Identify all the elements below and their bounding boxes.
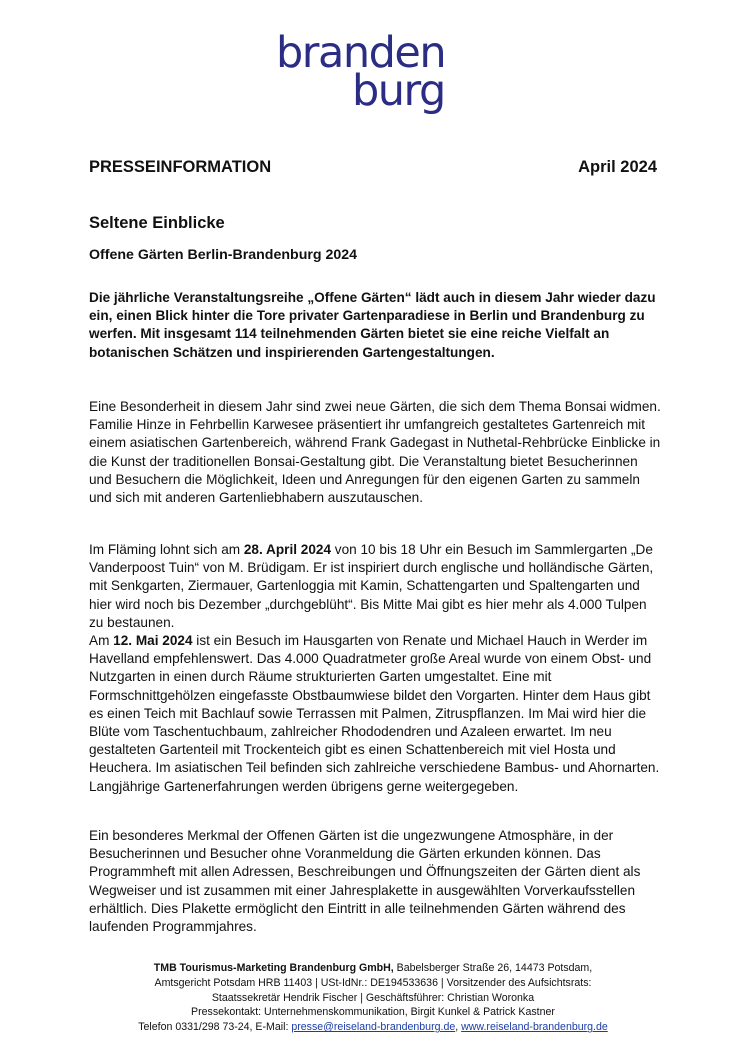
paragraph-text: Im Fläming lohnt sich am: [89, 542, 244, 557]
footer-address: Babelsberger Straße 26, 14473 Potsdam,: [393, 962, 593, 974]
logo-line-2: burg: [352, 66, 445, 116]
body-paragraph-2: [89, 541, 661, 796]
footer-line-1: [80, 961, 666, 976]
press-date: April 2024: [578, 158, 657, 176]
body-paragraph-1: Eine Besonderheit in diesem Jahr sind zwei neue Gärten, die sich dem Thema Bonsai widmen. Familie Hinze in Fehrbellin Karwesee präsentiert ihr umfangreich gestaltetes Gartenreich mit einem asiatischen Gartenbereich, während Frank Gadegast in Nuthetal-Rehbrücke Einblicke in die Kunst der traditionellen Bonsai-Gestaltung gibt. Die Veranstaltung bietet Besucherinnen und Besuchern die Möglichkeit, Ideen und Anregungen für den eigenen Garten zu sammeln und sich mit anderen Gartenliebhabern auszutauschen.: [89, 399, 661, 506]
email-link[interactable]: presse@reiseland-brandenburg.de: [291, 1021, 456, 1034]
paragraph-text: ist ein Besuch im Hausgarten von Renate und Michael Hauch in Werder im Havelland empfehlenswert. Das 4.000 Quadratmeter große Areal wurde von einem Obst- und Nutzgarten in einen durch Räume strukturierten Garten umgestaltet. Eine mit Formschnittgehölzen eingefasste Obstbaumwiese bildet den Vorgarten. Hinter dem Haus gibt es einen Teich mit Bachlauf sowie Terrassen mit Palmen, Zitruspflanzen. Im Mai wird hier die Blüte vom Taschentuchbaum, zahlreicher Rhododendren und Azaleen erwartet. Im neu gestalteten Gartenteil mit Trockenteich gibt es einen Schattenbereich mit viel Hosta und Heuchera. Im asiatischen Teil befinden sich zahlreiche verschiedene Bambus- und Ahornarten. Langjährige Gartenerfahrungen werden übrigens gerne weitergegeben.: [89, 633, 660, 794]
page-title: Seltene Einblicke: [89, 214, 225, 232]
logo-line-1: branden: [276, 28, 446, 78]
paragraph-text: Am: [89, 633, 114, 649]
footer-line-5: [80, 1020, 666, 1035]
website-link[interactable]: www.reiseland-brandenburg.de: [461, 1021, 608, 1034]
document-header: [89, 158, 657, 180]
event-date-2: 12. Mai 2024: [113, 633, 193, 649]
footer-line-4: Pressekontakt: Unternehmenskommunikation, Birgit Kunkel & Patrick Kastner: [191, 1006, 555, 1019]
paragraph-text: von 10 bis 18 Uhr ein Besuch im Sammlergarten „De Vanderpoost Tuin“ von M. Brüdigam. Er ist inspiriert durch englische und holländische Gärten, mit Senkgarten, Ziermauer, Gartenloggia mit Kamin, Schattengarten und Spaltengarten und hier wird noch bis Dezember „durchgeblüht“. Bis Mitte Mai gibt es hier mehr als 4.000 Tulpen zu bestaunen.: [89, 542, 654, 630]
event-date-1: 28. April 2024: [243, 542, 332, 557]
page-subtitle: Offene Gärten Berlin-Brandenburg 2024: [89, 247, 358, 263]
footer-separator: ,: [455, 1021, 462, 1034]
footer-company: TMB Tourismus-Marketing Brandenburg GmbH,: [153, 962, 394, 974]
press-label: PRESSEINFORMATION: [89, 158, 272, 176]
page-footer: [80, 961, 666, 1035]
footer-line-3: Staatssekretär Hendrik Fischer | Geschäftsführer: Christian Woronka: [211, 991, 535, 1004]
footer-phone: Telefon 0331/298 73-24, E-Mail:: [138, 1021, 292, 1034]
body-paragraph-3: Ein besonderes Merkmal der Offenen Gärten ist die ungezwungene Atmosphäre, in der Besucherinnen und Besucher ohne Voranmeldung die Gärten erkunden können. Das Programmheft mit allen Adressen, Beschreibungen und Öffnungszeiten der Gärten dient als Wegweiser und ist zusammen mit einer Jahresplakette in ausgewählten Vorverkaufsstellen erhältlich. Dies Plakette ermöglicht den Eintritt in alle teilnehmenden Gärten während des laufenden Programmjahres.: [89, 828, 641, 935]
lead-paragraph: Die jährliche Veranstaltungsreihe „Offene Gärten“ lädt auch in diesem Jahr wieder dazu ein, einen Blick hinter die Tore privater Gartenparadiese in Berlin und Brandenburg zu werfen. Mit insgesamt 114 teilnehmenden Gärten bietet sie eine reiche Vielfalt an botanischen Schätzen und inspirierenden Gartengestaltungen.: [89, 290, 656, 360]
footer-line-2: Amtsgericht Potsdam HRB 11403 | USt-IdNr.: DE194533636 | Vorsitzender des Aufsichtsrats:: [154, 976, 592, 989]
